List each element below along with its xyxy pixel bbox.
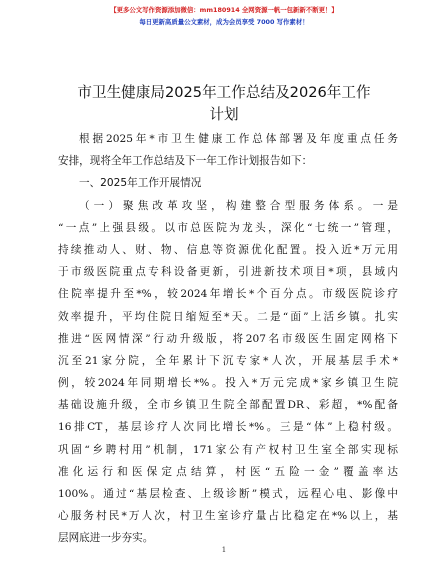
page-number: 1: [221, 546, 227, 554]
paragraph-line: 于市级医院重点专科设备更新，引进新技术项目*项，县域内: [58, 266, 398, 279]
intro-line: 根据2025年*市卫生健康工作总体部署及年度重点任务: [79, 133, 398, 145]
paragraph-line: “一点”上强县级。以市总医院为龙头，深化“七统一”管理，: [58, 221, 398, 234]
paragraph-line: 推进“医网情深”行动升级版，将207名市级医生固定网格下: [58, 332, 398, 345]
paragraph-line: 例，较2024年同期增长*%。投入*万元完成*家乡镇卫生院: [58, 377, 398, 390]
document-title-line-1: 市卫生健康局2025年工作总结及2026年工作: [77, 84, 371, 101]
promo-banner-line-1: 【更多公文写作资源添加微信：mm180914 全网资源一帆一包新新不断更！】: [110, 6, 338, 14]
paragraph-line: （一）聚焦改革攻坚，构建整合型服务体系。一是: [79, 199, 398, 212]
paragraph-line: 效率提升，平均住院日缩短至*天。二是“面”上活乡镇。扎实: [58, 310, 398, 323]
promo-banner-line-2: 每日更新高质量公文素材，成为会员享受 7000 写作素材！: [139, 18, 309, 26]
paragraph-line: 层网底进一步夯实。: [58, 532, 154, 545]
paragraph-line: 100%。通过“基层检查、上级诊断”模式，远程心电、影像中: [58, 488, 398, 500]
document-title-line-2: 计划: [209, 106, 239, 123]
paragraph-line: 沉至21家分院，全年累计下沉专家*人次，开展基层手术*: [58, 354, 398, 367]
paragraph-line: 住院率提升至*%，较2024年增长*个百分点。市级医院诊疗: [58, 288, 398, 301]
paragraph-line: 基础设施升级，全市乡镇卫生院全部配置DR、彩超，*%配备: [58, 399, 398, 412]
paragraph-line: 持续推动人、财、物、信息等资源优化配置。投入近*万元用: [58, 243, 398, 256]
paragraph-line: 巩固“乡聘村用”机制，171家公有产权村卫生室全部实现标: [58, 443, 398, 456]
document-title: [60, 82, 388, 126]
promo-banner: [0, 4, 448, 28]
paragraph-line: 准化运行和医保定点结算，村医“五险一金”覆盖率达: [58, 465, 398, 478]
paragraph-line: 心服务村民*万人次，村卫生室诊疗量占比稳定在*%以上，基: [58, 510, 398, 523]
intro-line: 安排，现将全年工作总结及下一年工作计划报告如下：: [58, 155, 313, 168]
document-body: [58, 128, 398, 550]
paragraph-line: 16排CT，基层诊疗人次同比增长*%。三是“体”上稳村级。: [58, 421, 398, 434]
section-heading: 一、2025年工作开展情况: [79, 177, 202, 190]
